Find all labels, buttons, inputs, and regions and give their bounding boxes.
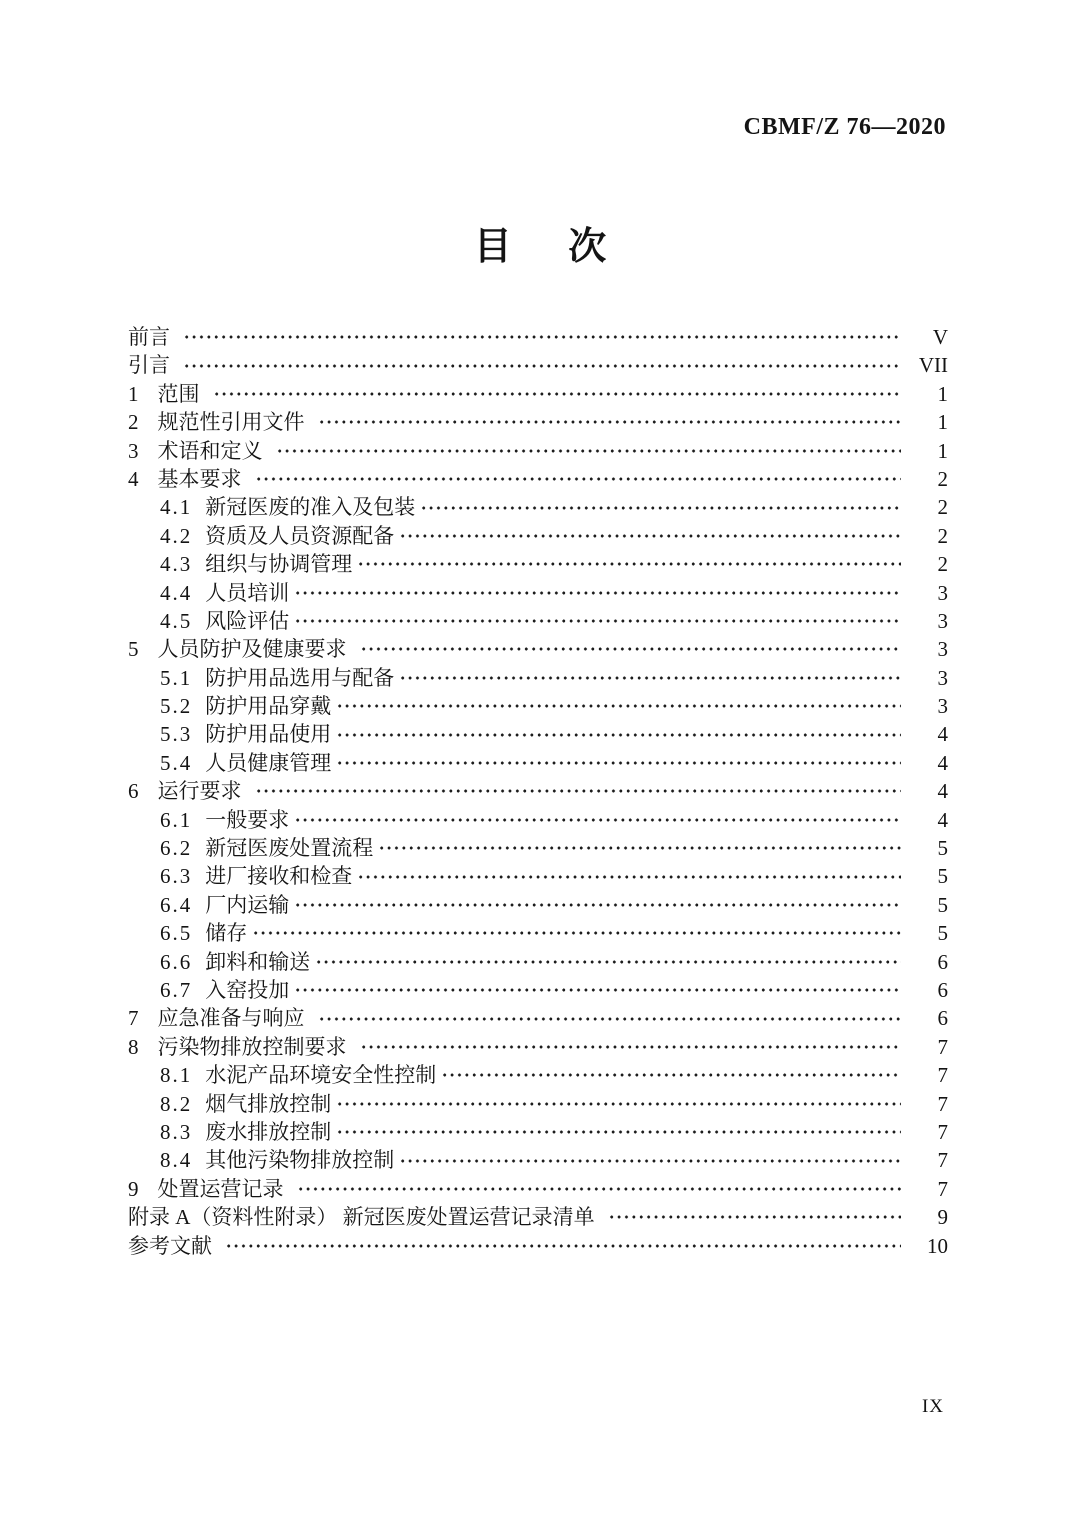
toc-entry-page: 2 (937, 466, 948, 491)
toc-row (128, 323, 948, 351)
toc-entry-number: 4.3 (160, 552, 193, 577)
toc-entry-page: 6 (937, 949, 948, 974)
toc-row (128, 1004, 948, 1032)
toc-row (128, 692, 948, 720)
toc-entry-number: 4.4 (160, 580, 193, 605)
toc-entry-label: 前言 (128, 325, 170, 349)
dot-leader (441, 1070, 901, 1080)
toc-entry-number: 5.4 (160, 750, 193, 775)
toc-entry-page: 4 (937, 779, 948, 804)
toc-entry-page: 7 (937, 1176, 948, 1201)
toc-entry-label: 新冠医废处置流程 (205, 836, 374, 861)
toc-entry-number: 6.6 (160, 949, 193, 974)
toc-entry-number: 6.1 (160, 807, 193, 832)
toc-row (128, 862, 948, 890)
toc-row (128, 437, 948, 465)
toc-row (128, 1146, 948, 1174)
toc-entry-number: 6.3 (160, 864, 193, 889)
toc-entry-page: 6 (937, 977, 948, 1002)
toc-entry-page: 5 (937, 892, 948, 917)
dot-leader (420, 503, 901, 513)
dot-leader (336, 1099, 901, 1109)
toc-row (128, 1061, 948, 1089)
dot-leader (318, 1014, 902, 1024)
toc-entry-label: 污染物排放控制要求 (157, 1034, 347, 1059)
toc-row (128, 976, 948, 1004)
toc-entry-label: 其他污染物排放控制 (205, 1148, 395, 1173)
toc-row (128, 607, 948, 635)
toc-row (128, 1232, 948, 1260)
dot-leader (294, 588, 901, 598)
toc-entry-label: 入窑投加 (205, 977, 290, 1002)
dot-leader (213, 389, 902, 399)
toc-row (128, 720, 948, 748)
dot-leader (399, 1156, 901, 1166)
toc-entry-number: 8.2 (160, 1091, 193, 1116)
toc-row (128, 380, 948, 408)
dot-leader (378, 843, 901, 853)
toc-entry-page: 7 (937, 1034, 948, 1059)
toc-entry-label: 防护用品穿戴 (205, 694, 332, 719)
toc-row (128, 806, 948, 834)
toc-entry-number: 8 (128, 1034, 139, 1059)
toc-entry-page: 3 (937, 608, 948, 633)
dot-leader (294, 900, 901, 910)
toc-entry-label: 基本要求 (157, 466, 242, 491)
toc-entry-label: 组织与协调管理 (205, 552, 353, 577)
toc-entry-label: 范围 (157, 381, 200, 406)
toc-entry-number: 6.5 (160, 921, 193, 946)
toc-entry-label: 人员防护及健康要求 (157, 637, 347, 662)
toc-entry-page: 9 (937, 1205, 948, 1230)
toc-entry-page: V (932, 325, 948, 349)
toc-entry-page: 3 (937, 580, 948, 605)
dot-leader (294, 985, 901, 995)
toc-row (128, 948, 948, 976)
toc-entry-label: 烟气排放控制 (205, 1091, 332, 1116)
dot-leader (276, 446, 902, 456)
toc-entry-label: 水泥产品环境安全性控制 (205, 1063, 437, 1088)
toc-entry-label: 参考文献 (128, 1233, 212, 1258)
toc-entry-page: 5 (937, 864, 948, 889)
toc-entry-label: 卸料和输送 (205, 949, 311, 974)
toc-entry-number: 8.1 (160, 1063, 193, 1088)
toc-entry-label: 引言 (128, 353, 170, 378)
toc-entry-label: 术语和定义 (157, 438, 263, 463)
dot-leader (336, 1127, 901, 1137)
toc-entry-page: 2 (937, 552, 948, 577)
dot-leader (183, 361, 901, 371)
toc-entry-number: 1 (128, 381, 139, 406)
toc-entry-number: 5.2 (160, 694, 193, 719)
toc-entry-label: 防护用品选用与配备 (205, 665, 395, 690)
toc-entry-number: 3 (128, 438, 139, 463)
toc-entry-number: 9 (128, 1176, 139, 1201)
toc-entry-number: 4 (128, 466, 139, 491)
toc-entry-number: 6.7 (160, 977, 193, 1002)
toc-entry-number: 4.1 (160, 495, 193, 520)
toc-row (128, 1033, 948, 1061)
toc-entry-number: 4.2 (160, 523, 193, 548)
dot-leader (336, 730, 901, 740)
dot-leader (225, 1241, 901, 1251)
toc-row (128, 891, 948, 919)
toc-row (128, 777, 948, 805)
toc-entry-page: 10 (927, 1233, 948, 1258)
dot-leader (336, 758, 901, 768)
toc-entry-page: 6 (937, 1006, 948, 1031)
dot-leader (315, 957, 901, 967)
toc-row (128, 1175, 948, 1203)
toc-entry-page: 4 (937, 750, 948, 775)
dot-leader (294, 815, 901, 825)
dot-leader (294, 616, 901, 626)
dot-leader (183, 332, 901, 342)
toc-row (128, 1090, 948, 1118)
toc-entry-page: 1 (937, 410, 948, 435)
toc-entry-page: 3 (937, 694, 948, 719)
dot-leader (357, 872, 901, 882)
toc-row (128, 579, 948, 607)
toc-entry-label: 储存 (205, 921, 248, 946)
toc-entry-number: 7 (128, 1006, 139, 1031)
toc-entry-label: 规范性引用文件 (157, 410, 305, 435)
toc-entry-label: 人员培训 (205, 580, 290, 605)
toc-entry-page: 4 (937, 722, 948, 747)
toc-row (128, 664, 948, 692)
dot-leader (318, 417, 902, 427)
toc-entry-label: 风险评估 (205, 608, 290, 633)
toc-entry-label: 一般要求 (205, 807, 290, 832)
toc-row (128, 351, 948, 379)
toc-entry-label: 人员健康管理 (205, 750, 332, 775)
page-title: 目 次 (473, 226, 607, 268)
toc-entry-page: VII (918, 353, 948, 378)
toc-entry-number: 8.4 (160, 1148, 193, 1173)
dot-leader (357, 559, 901, 569)
toc-entry-number: 5 (128, 637, 139, 662)
toc-entry-label: 厂内运输 (205, 892, 290, 917)
toc-row (128, 635, 948, 663)
standard-code-header: CBMF/Z 76—2020 (743, 114, 946, 140)
toc-row (128, 1203, 948, 1231)
dot-leader (252, 928, 901, 938)
dot-leader (255, 786, 902, 796)
toc-entry-page: 2 (937, 495, 948, 520)
toc-entry-page: 5 (937, 836, 948, 861)
dot-leader (336, 701, 901, 711)
toc-row (128, 522, 948, 550)
toc-row (128, 465, 948, 493)
toc-entry-number: 6 (128, 779, 139, 804)
toc-row (128, 408, 948, 436)
toc-entry-number: 8.3 (160, 1119, 193, 1144)
toc-entry-label: 处置运营记录 (157, 1176, 284, 1201)
toc-entry-page: 5 (937, 921, 948, 946)
dot-leader (360, 644, 902, 654)
toc-entry-page: 3 (937, 665, 948, 690)
dot-leader (297, 1184, 902, 1194)
toc-entry-page: 1 (937, 381, 948, 406)
toc-entry-label: 废水排放控制 (205, 1119, 332, 1144)
toc-row (128, 550, 948, 578)
toc-entry-page: 7 (937, 1063, 948, 1088)
toc-entry-page: 7 (937, 1091, 948, 1116)
toc-entry-label: 应急准备与响应 (157, 1006, 305, 1031)
toc-entry-label: 新冠医废的准入及包装 (205, 495, 416, 520)
toc-entry-page: 2 (937, 523, 948, 548)
toc-entry-label: 运行要求 (157, 779, 242, 804)
toc-row (128, 749, 948, 777)
toc-entry-number: 4.5 (160, 608, 193, 633)
toc-entry-label: 资质及人员资源配备 (205, 523, 395, 548)
dot-leader (255, 474, 902, 484)
footer-page-number: IX (921, 1396, 944, 1417)
toc-entry-label: 进厂接收和检查 (205, 864, 353, 889)
toc-row (128, 834, 948, 862)
dot-leader (608, 1212, 901, 1222)
dot-leader (399, 531, 901, 541)
toc-list (128, 323, 948, 1260)
dot-leader (399, 673, 901, 683)
toc-entry-number: 5.1 (160, 665, 193, 690)
toc-entry-page: 4 (937, 807, 948, 832)
toc-entry-label: 附录 A（资料性附录） 新冠医废处置运营记录清单 (128, 1205, 595, 1230)
toc-entry-page: 3 (937, 637, 948, 662)
toc-entry-page: 1 (937, 438, 948, 463)
toc-entry-number: 6.2 (160, 836, 193, 861)
toc-entry-number: 6.4 (160, 892, 193, 917)
toc-entry-page: 7 (937, 1119, 948, 1144)
toc-entry-page: 7 (937, 1148, 948, 1173)
toc-entry-label: 防护用品使用 (205, 722, 332, 747)
dot-leader (360, 1042, 902, 1052)
toc-entry-number: 5.3 (160, 722, 193, 747)
toc-row (128, 1118, 948, 1146)
toc-row (128, 919, 948, 947)
toc-entry-number: 2 (128, 410, 139, 435)
toc-row (128, 493, 948, 521)
